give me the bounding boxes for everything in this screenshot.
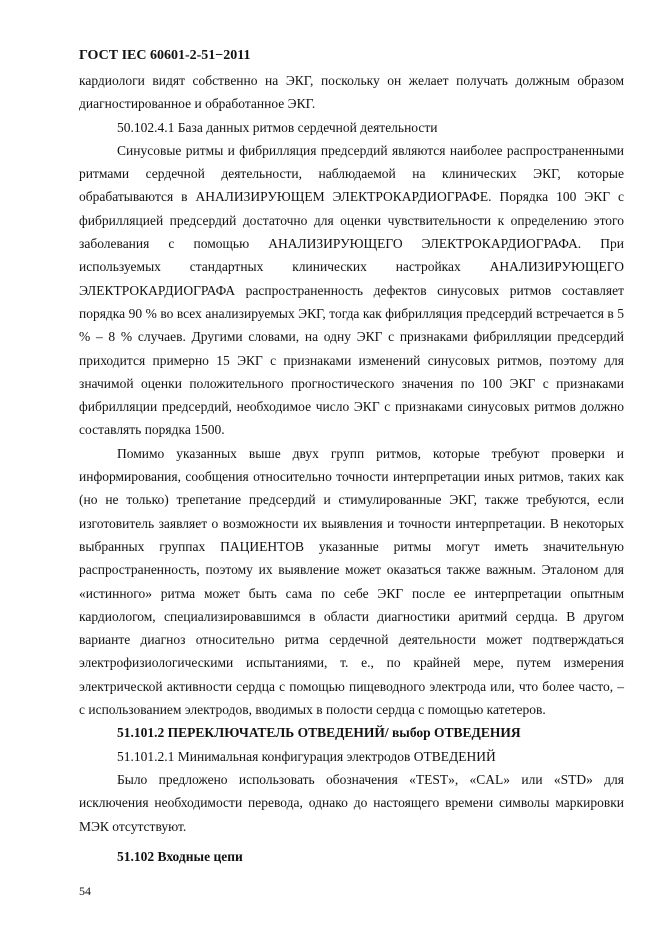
text-line: диагностированное и обработанное ЭКГ. — [79, 96, 316, 112]
text-line: Синусовые ритмы и фибрилляция предсердий являются наиболее распространенными — [117, 142, 624, 158]
text-line: % – 8 % случаев. Другими словами, на одну ЭКГ с признаками фибрилляции предсердий — [79, 329, 624, 345]
text-line: 50.102.4.1 База данных ритмов сердечной деятельности — [117, 119, 438, 135]
text-line: кардиологи видят собственно на ЭКГ, поскольку он желает получать должным образом — [79, 73, 624, 88]
text-line: «истинного» ритма может быть сама по себе ЭКГ после ее интерпретации опытным — [79, 585, 624, 601]
document-header: ГОСТ IEC 60601-2-51−2011 — [79, 48, 251, 63]
text-line: фибрилляции предсердий, необходимое число ЭКГ с признаками синусовых ритмов должно — [79, 399, 624, 415]
text-line: Помимо указанных выше двух групп ритмов, которые требуют проверки и — [117, 445, 624, 461]
text-line: Было предложено использовать обозначения «TEST», «CAL» или «STD» для — [117, 771, 624, 787]
text-line: используемых стандартных клинических настройках АНАЛИЗИРУЮЩЕГО — [79, 259, 624, 275]
page-number: 54 — [79, 884, 91, 898]
text-line: информирования, сообщения относительно точности интерпретации иных ритмов, таких как — [79, 469, 624, 485]
text-line: составлять порядка 1500. — [79, 422, 225, 438]
text-line: распространенность, поэтому их выявление может оказаться также важным. Эталоном для — [79, 562, 624, 578]
text-line: варианте диагноз относительно ритма сердечной деятельности может подтверждаться — [79, 632, 624, 648]
text-line: изготовитель заявляет о возможности их выявления и точности интерпретации. В некоторых — [79, 515, 624, 531]
paragraph — [79, 116, 624, 139]
paragraph — [79, 768, 624, 838]
section-heading — [79, 721, 624, 744]
text-line: порядка 90 % во всех анализируемых ЭКГ, тогда как фибрилляция предсердий встречается в 5 — [79, 305, 624, 321]
text-line: кардиологом, специализировавшимся в области диагностики аритмий сердца. В другом — [79, 608, 624, 624]
text-line: обрабатываются в АНАЛИЗИРУЮЩЕМ ЭЛЕКТРОКАРДИОГРАФЕ. Порядка 100 ЭКГ с — [79, 189, 624, 205]
text-line: 51.102 Входные цепи — [117, 848, 243, 864]
text-line: фибрилляцией предсердий достаточно для оценки чувствительности к определению этого — [79, 212, 624, 228]
paragraph — [79, 69, 624, 116]
spacer — [79, 838, 624, 845]
paragraph — [79, 139, 624, 442]
text-line: выбранных группах ПАЦИЕНТОВ указанные ритмы могут иметь значительную — [79, 538, 624, 554]
text-line: заболевания с помощью АНАЛИЗИРУЮЩЕГО ЭЛЕКТРОКАРДИОГРАФА. При — [79, 236, 624, 252]
text-line: 51.101.2.1 Минимальная конфигурация электродов ОТВЕДЕНИЙ — [117, 748, 496, 764]
text-line: электрофизиологическими испытаниями, т. е., по крайней мере, путем измерения — [79, 655, 624, 671]
text-line: ритмами сердечной деятельности, наблюдаемой на клинических ЭКГ, которые — [79, 166, 624, 182]
text-line: исключения необходимости перевода, однако до настоящего времени символы маркировки — [79, 795, 624, 811]
text-line: приходится примерно 15 ЭКГ с признаками изменений синусовых ритмов, поэтому для — [79, 352, 624, 368]
paragraph — [79, 442, 624, 722]
text-line: 51.101.2 ПЕРЕКЛЮЧАТЕЛЬ ОТВЕДЕНИЙ/ выбор ОТВЕДЕНИЯ — [117, 725, 521, 741]
text-line: с использованием электродов, вводимых в полости сердца с помощью катетеров. — [79, 702, 546, 718]
text-line: МЭК отсутствуют. — [79, 818, 187, 834]
paragraph — [79, 745, 624, 768]
text-line: ЭЛЕКТРОКАРДИОГРАФА распространенность дефектов синусовых ритмов составляет — [79, 282, 624, 298]
text-line: значимой оценки положительного прогностического значения по 100 ЭКГ с признаками — [79, 375, 624, 391]
section-heading — [79, 845, 624, 868]
text-line: электрической активности сердца с помощью пищеводного электрода или, что более часто, – — [79, 678, 624, 694]
text-line: (но не только) трепетание предсердий и стимулированные ЭКГ, также требуются, если — [79, 492, 624, 508]
document-body — [79, 69, 624, 868]
